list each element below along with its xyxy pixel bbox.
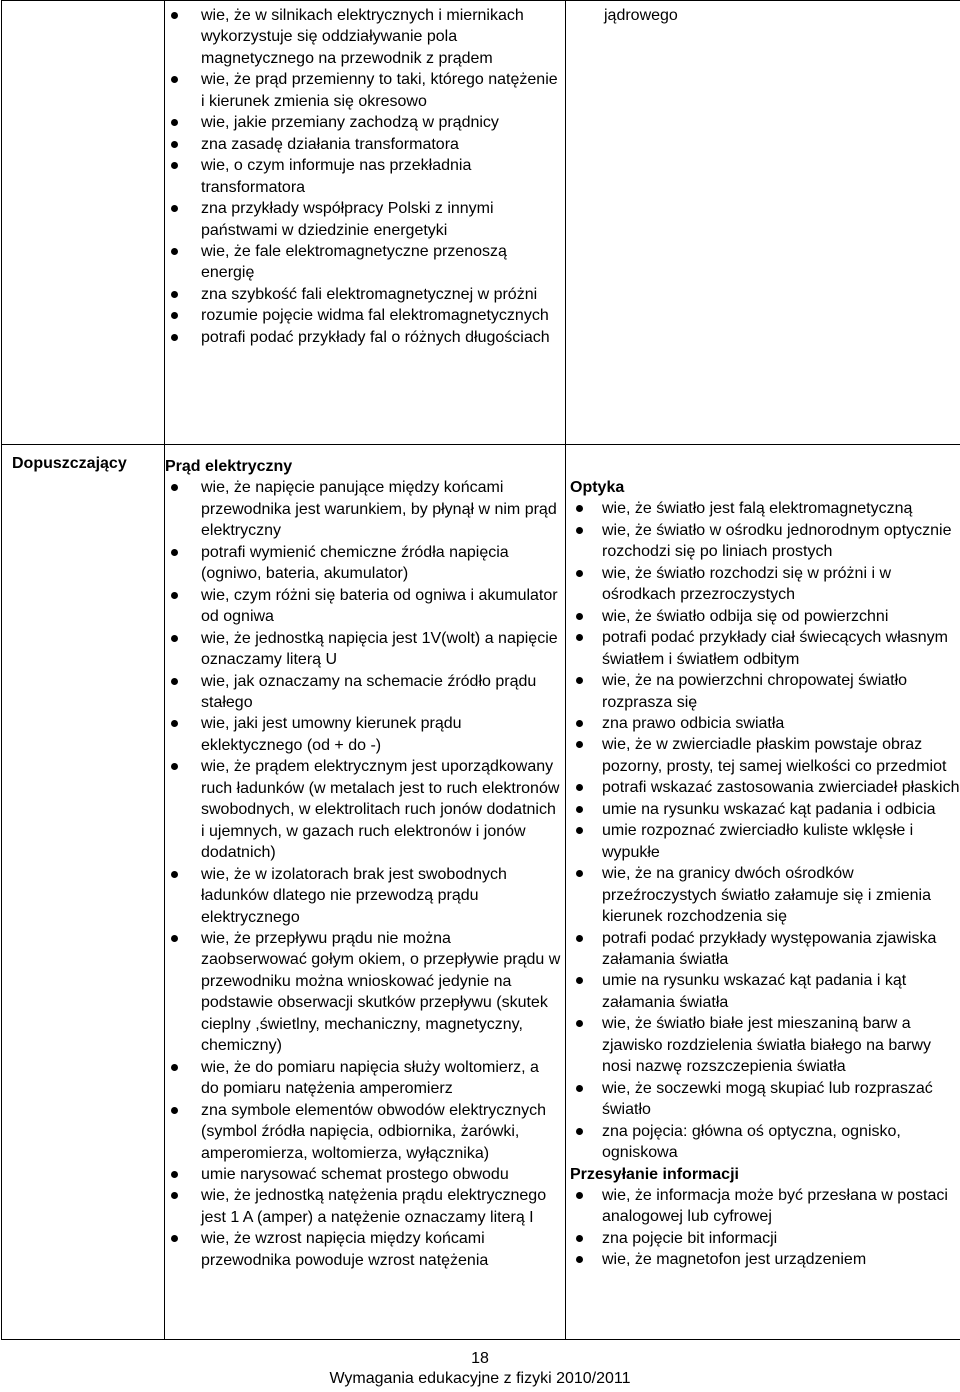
level-cell-empty xyxy=(2,1,165,445)
list-item: wie, że magnetofon jest urządzeniem xyxy=(570,1249,960,1270)
list-item: zna zasadę działania transformatora xyxy=(165,134,561,155)
list-item: rozumie pojęcie widma fal elektromagnetycznych xyxy=(165,305,561,326)
list-item: umie rozpoznać zwierciadło kuliste wklęsłe i wypukłe xyxy=(570,820,960,863)
list-item: zna szybkość fali elektromagnetycznej w próżni xyxy=(165,284,561,305)
list-item: wie, że na granicy dwóch ośrodków przeźroczystych światło załamuje się i zmienia kierunek rozchodzenia się xyxy=(570,863,960,927)
list-item: zna prawo odbicia swiatła xyxy=(570,713,960,734)
level-label: Dopuszczający xyxy=(2,445,165,1340)
list-item: zna pojęcie bit informacji xyxy=(570,1228,960,1249)
list-item: wie, o czym informuje nas przekładnia transformatora xyxy=(165,155,561,198)
list-item: zna symbole elementów obwodów elektrycznych (symbol źródła napięcia, odbiornika, żarówki, amperomierza, woltomierza, wyłącznika) xyxy=(165,1100,561,1164)
list-item: wie, jak oznaczamy na schemacie źródło prądu stałego xyxy=(165,671,561,714)
list-item: umie na rysunku wskazać kąt padania i odbicia xyxy=(570,799,960,820)
list-item: wie, że w izolatorach brak jest swobodnych ładunków dlatego nie przewodzą prądu elektrycznego xyxy=(165,864,561,928)
list-item: wie, że wzrost napięcia między końcami przewodnika powoduje wzrost natężenia xyxy=(165,1228,561,1271)
list-item: zna pojęcia: główna oś optyczna, ognisko, ogniskowa xyxy=(570,1121,960,1164)
page-footer: Wymagania edukacyjne z fizyki 2010/2011 xyxy=(329,1370,631,1387)
list-item: wie, jakie przemiany zachodzą w prądnicy xyxy=(165,112,561,133)
table-row xyxy=(2,1,960,445)
list-item: wie, że informacja może być przesłana w postaci analogowej lub cyfrowej xyxy=(570,1185,960,1228)
list-item: wie, że napięcie panujące między końcami przewodnika jest warunkiem, by płynął w nim prąd elektryczny xyxy=(165,477,561,541)
list-item: wie, czym różni się bateria od ogniwa i akumulator od ogniwa xyxy=(165,585,561,628)
list-item: wie, że w zwierciadle płaskim powstaje obraz pozorny, prosty, tej samej wielkości co przedmiot xyxy=(570,734,960,777)
continuation-text: jądrowego xyxy=(604,7,678,24)
list-item: wie, że fale elektromagnetyczne przenoszą energię xyxy=(165,241,561,284)
section-title: Optyka xyxy=(570,479,625,496)
section-title: Prąd elektryczny xyxy=(165,458,293,475)
list-item: wie, jaki jest umowny kierunek prądu eklektycznego (od + do -) xyxy=(165,713,561,756)
list-item: wie, że światło jest falą elektromagnetyczną xyxy=(570,498,960,519)
list-item: wie, że światło białe jest mieszaniną barw a zjawisko rozdzielenia światła białego na barwy nosi nazwę rozszczepienia światła xyxy=(570,1013,960,1077)
requirements-list xyxy=(570,498,960,1163)
list-item: wie, że przepływu prądu nie można zaobserwować gołym okiem, o przepływie prądu w przewodniku można wnioskować jedynie na podstawie obserwacji skutków przepływu (skutek cieplny ,świetlny, mechaniczny, magnetyczny, chemiczny) xyxy=(165,928,561,1057)
list-item: wie, że soczewki mogą skupiać lub rozpraszać światło xyxy=(570,1078,960,1121)
list-item: potrafi wymienić chemiczne źródła napięcia (ogniwo, bateria, akumulator) xyxy=(165,542,561,585)
list-item: wie, że w silnikach elektrycznych i miernikach wykorzystuje się oddziaływanie pola magnetycznego na przewodnik z prądem xyxy=(165,5,561,69)
list-item: wie, że światło w ośrodku jednorodnym optycznie rozchodzi się po liniach prostych xyxy=(570,520,960,563)
list-item: potrafi podać przykłady występowania zjawiska załamania światła xyxy=(570,928,960,971)
list-item: potrafi wskazać zastosowania zwierciadeł płaskich xyxy=(570,777,960,798)
list-item: umie narysować schemat prostego obwodu xyxy=(165,1164,561,1185)
list-item: zna przykłady współpracy Polski z innymi państwami w dziedzinie energetyki xyxy=(165,198,561,241)
requirements-list xyxy=(165,5,561,348)
list-item: umie na rysunku wskazać kąt padania i kąt załamania światła xyxy=(570,970,960,1013)
requirements-table xyxy=(1,0,960,1340)
list-item: wie, że prądem elektrycznym jest uporządkowany ruch ładunków (w metalach jest to ruch elektronów swobodnych, w elektrolitach ruch jonów dodatnich i ujemnych, w gazach ruch elektronów i jonów dodatnich) xyxy=(165,756,561,863)
list-item: potrafi podać przykłady ciał świecących własnym światłem i światłem odbitym xyxy=(570,627,960,670)
requirements-list xyxy=(570,1185,960,1271)
list-item: wie, że prąd przemienny to taki, którego natężenie i kierunek zmienia się okresowo xyxy=(165,69,561,112)
list-item: potrafi podać przykłady fal o różnych długościach xyxy=(165,327,561,348)
list-item: wie, że do pomiaru napięcia służy woltomierz, a do pomiaru natężenia amperomierz xyxy=(165,1057,561,1100)
table-row xyxy=(2,445,960,1340)
requirements-cell xyxy=(165,1,566,445)
requirements-cell xyxy=(566,1,960,445)
list-item: wie, że jednostką napięcia jest 1V(wolt) a napięcie oznaczamy literą U xyxy=(165,628,561,671)
section-title: Przesyłanie informacji xyxy=(570,1165,739,1183)
page-number: 18 xyxy=(471,1350,489,1367)
requirements-cell xyxy=(566,445,960,1340)
list-item: wie, że światło rozchodzi się w próżni i w ośrodkach przezroczystych xyxy=(570,563,960,606)
requirements-list xyxy=(165,477,561,1271)
list-item: wie, że jednostką natężenia prądu elektrycznego jest 1 A (amper) a natężenie oznaczamy literą I xyxy=(165,1185,561,1228)
list-item: wie, że światło odbija się od powierzchni xyxy=(570,606,960,627)
list-item: wie, że na powierzchni chropowatej światło rozprasza się xyxy=(570,670,960,713)
requirements-cell xyxy=(165,445,566,1340)
